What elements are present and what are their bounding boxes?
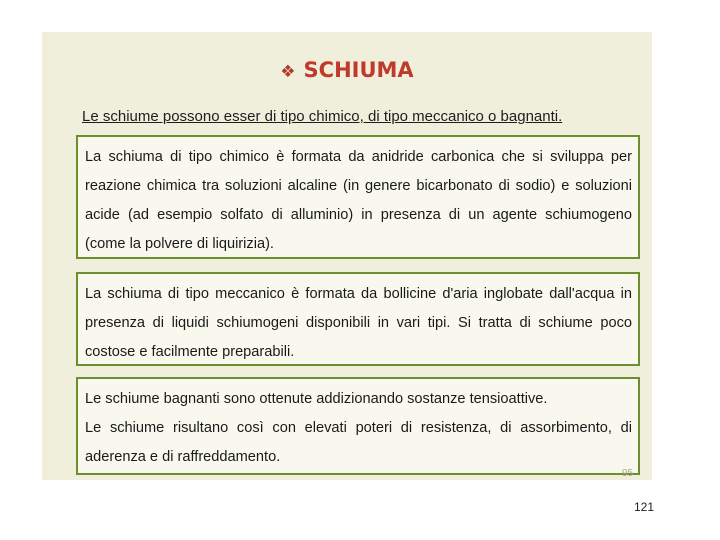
slide-title-row bbox=[42, 58, 652, 82]
diamond-bullet-icon: ❖ bbox=[280, 62, 296, 82]
slide-page-number: 95 bbox=[622, 468, 634, 479]
chemical-foam-text: La schiuma di tipo chimico è formata da anidride carbonica che si sviluppa per reazione chimica tra soluzioni alcaline (in genere bicarbonato di sodio) e soluzioni acide (ad esempio solfato di alluminio) in presenza di un agente schiumogeno (come la polvere di liquirizia). bbox=[85, 149, 632, 252]
page-number: 121 bbox=[634, 500, 655, 514]
slide-title: SCHIUMA bbox=[303, 58, 414, 82]
wetting-foam-text-1: Le schiume bagnanti sono ottenute addizionando sostanze tensioattive. bbox=[85, 391, 548, 407]
mechanical-foam-text: La schiuma di tipo meccanico è formata da bollicine d'aria inglobate dall'acqua in presenza di liquidi schiumogeni disponibili in vari tipi. Si tratta di schiume poco costose e facilmente preparabili. bbox=[85, 286, 632, 360]
wetting-foam-box bbox=[76, 377, 640, 475]
wetting-foam-text-2: Le schiume risultano così con elevati poteri di resistenza, di assorbimento, di aderenza e di raffreddamento. bbox=[85, 420, 632, 465]
chemical-foam-box bbox=[76, 135, 640, 259]
slide bbox=[42, 32, 652, 480]
mechanical-foam-box bbox=[76, 272, 640, 366]
intro-text: Le schiume possono esser di tipo chimico, di tipo meccanico o bagnanti. bbox=[82, 108, 563, 125]
